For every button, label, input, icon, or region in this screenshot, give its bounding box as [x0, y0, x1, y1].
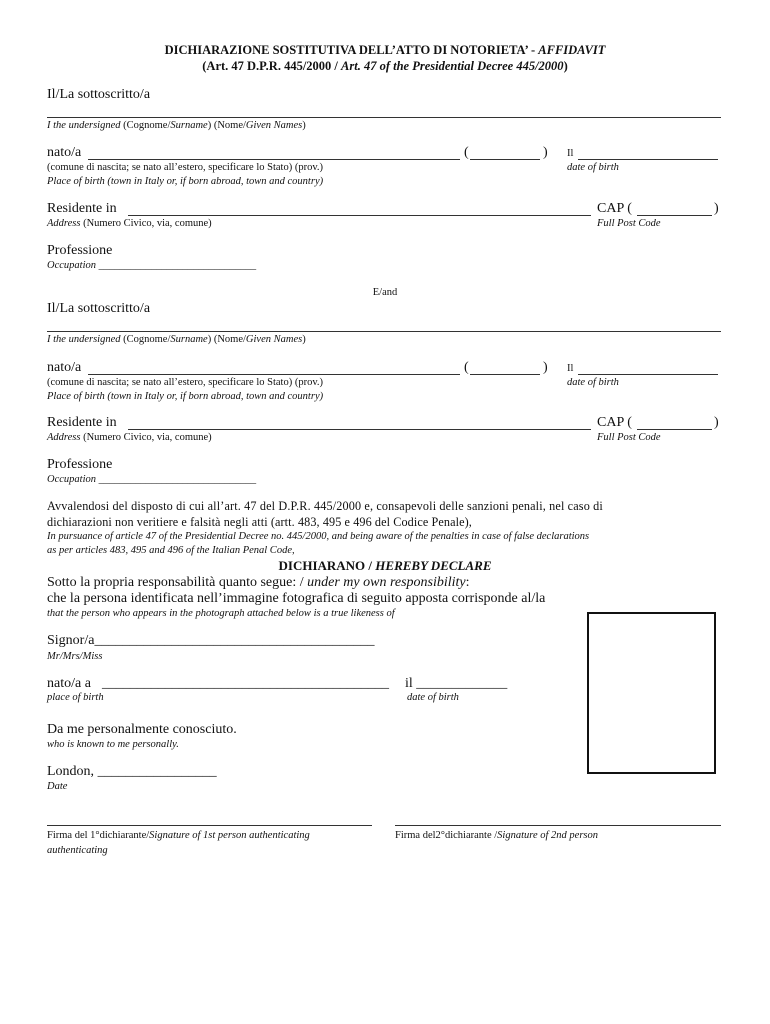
p1-cap-field[interactable]: [637, 215, 712, 216]
legal-paragraph-line2: dichiarazioni non veritiere e falsità negli atti (artt. 483, 495 e 496 del Codice Penale),: [47, 515, 472, 529]
p1-address-field[interactable]: [128, 215, 591, 216]
legal-paragraph-en-line1: In pursuance of article 47 of the Presidential Decree no. 445/2000, and being aware of the penalties in case of false declarations: [47, 531, 590, 542]
p1-birth-hint-it: (comune di nascita; se nato all’estero, specificare lo Stato) (prov.): [47, 162, 324, 173]
known-personally-hint: who is known to me personally.: [47, 739, 179, 750]
p2-name-field[interactable]: [47, 331, 721, 332]
known-personally-label: Da me personalmente conosciuto.: [47, 722, 237, 737]
p2-date-of-birth-hint: date of birth: [567, 377, 619, 388]
p2-il-label: Il: [567, 363, 574, 374]
p2-paren-open: (: [464, 360, 469, 375]
p1-undersigned-label: Il/La sottoscritto/a: [47, 87, 151, 102]
p1-name-hint: I the undersigned (Cognome/Surname) (Nome/Given Names): [47, 120, 306, 131]
p2-birthdate-field[interactable]: [578, 374, 718, 375]
subject-birthdate-field[interactable]: _____________: [416, 676, 508, 691]
p1-birthplace-field[interactable]: [88, 159, 460, 160]
p1-resident-label: Residente in: [47, 201, 117, 216]
document-subtitle: (Art. 47 D.P.R. 445/2000 / Art. 47 of the Presidential Decree 445/2000): [202, 59, 568, 73]
date-hint: Date: [47, 781, 68, 792]
p1-occupation-field[interactable]: ______________________________: [98, 260, 257, 271]
p2-cap-label: CAP (: [597, 415, 632, 430]
signature-2-line[interactable]: [395, 825, 721, 826]
photo-box[interactable]: [587, 612, 716, 774]
subject-place-hint: place of birth: [47, 692, 104, 703]
p2-address-hint: Address (Numero Civico, via, comune): [47, 432, 212, 443]
london-date-row: London, _________________: [47, 764, 217, 779]
signature-1-label-cont: authenticating: [47, 845, 108, 856]
p2-address-field[interactable]: [128, 429, 591, 430]
signor-row: Signor/a________________________________________: [47, 633, 375, 648]
p2-birth-hint-it: (comune di nascita; se nato all’estero, specificare lo Stato) (prov.): [47, 377, 324, 388]
p2-paren-close: ): [543, 360, 548, 375]
p1-paren-open: (: [464, 145, 469, 160]
signor-field[interactable]: ________________________________________: [94, 633, 375, 648]
legal-paragraph-line1: Avvalendosi del disposto di cui all’art. 47 del D.P.R. 445/2000 e, consapevoli delle sanzioni penali, nel caso di: [47, 499, 603, 513]
p2-occupation-row: Occupation ______________________________: [47, 474, 257, 485]
p2-profession-label: Professione: [47, 457, 113, 472]
signature-1-label: Firma del 1°dichiarante/Signature of 1st person authenticating: [47, 830, 310, 841]
p1-paren-close: ): [543, 145, 548, 160]
subject-il-row: il _____________: [405, 676, 508, 691]
p2-birthplace-field[interactable]: [88, 374, 460, 375]
p2-birth-hint-en: Place of birth (town in Italy or, if born abroad, town and country): [47, 391, 324, 402]
legal-paragraph-en-line2: as per articles 483, 495 and 496 of the Italian Penal Code,: [47, 545, 295, 556]
p1-born-label: nato/a: [47, 145, 82, 160]
mr-mrs-miss-hint: Mr/Mrs/Miss: [47, 651, 103, 662]
p1-prov-field[interactable]: [470, 159, 540, 160]
responsibility-line: Sotto la propria responsabilità quanto segue: / under my own responsibility:: [47, 575, 470, 590]
p1-profession-label: Professione: [47, 243, 113, 258]
photo-statement-hint: that the person who appears in the photograph attached below is a true likeness of: [47, 608, 395, 619]
p2-occupation-field[interactable]: ______________________________: [98, 474, 257, 485]
p2-undersigned-label: Il/La sottoscritto/a: [47, 301, 151, 316]
subject-born-label: nato/a a: [47, 676, 91, 691]
p2-name-hint: I the undersigned (Cognome/Surname) (Nome/Given Names): [47, 334, 306, 345]
p2-cap-field[interactable]: [637, 429, 712, 430]
p1-address-hint: Address (Numero Civico, via, comune): [47, 218, 212, 229]
document-title: DICHIARAZIONE SOSTITUTIVA DELL’ATTO DI NOTORIETA’ - AFFIDAVIT: [164, 43, 606, 57]
p1-birth-hint-en: Place of birth (town in Italy or, if born abroad, town and country): [47, 176, 324, 187]
p1-date-of-birth-hint: date of birth: [567, 162, 619, 173]
p1-cap-label: CAP (: [597, 201, 632, 216]
p1-il-label: Il: [567, 148, 574, 159]
subject-date-hint: date of birth: [407, 692, 459, 703]
signature-1-line[interactable]: [47, 825, 372, 826]
photo-statement: che la persona identificata nell’immagine fotografica di seguito apposta corrisponde al/la: [47, 591, 546, 606]
declare-heading: DICHIARANO / HEREBY DECLARE: [278, 558, 492, 573]
p2-prov-field[interactable]: [470, 374, 540, 375]
p1-cap-close: ): [714, 201, 719, 216]
p2-resident-label: Residente in: [47, 415, 117, 430]
p1-birthdate-field[interactable]: [578, 159, 718, 160]
p1-full-post-code-hint: Full Post Code: [597, 218, 661, 229]
p2-cap-close: ): [714, 415, 719, 430]
subject-birthplace-field[interactable]: _________________________________________: [102, 676, 389, 691]
p2-born-label: nato/a: [47, 360, 82, 375]
and-separator: E/and: [372, 287, 398, 298]
p1-name-field[interactable]: [47, 117, 721, 118]
p1-occupation-row: Occupation ______________________________: [47, 260, 257, 271]
date-field[interactable]: _________________: [97, 764, 217, 779]
signature-2-label: Firma del2°dichiarante /Signature of 2nd person: [395, 830, 598, 841]
p2-full-post-code-hint: Full Post Code: [597, 432, 661, 443]
